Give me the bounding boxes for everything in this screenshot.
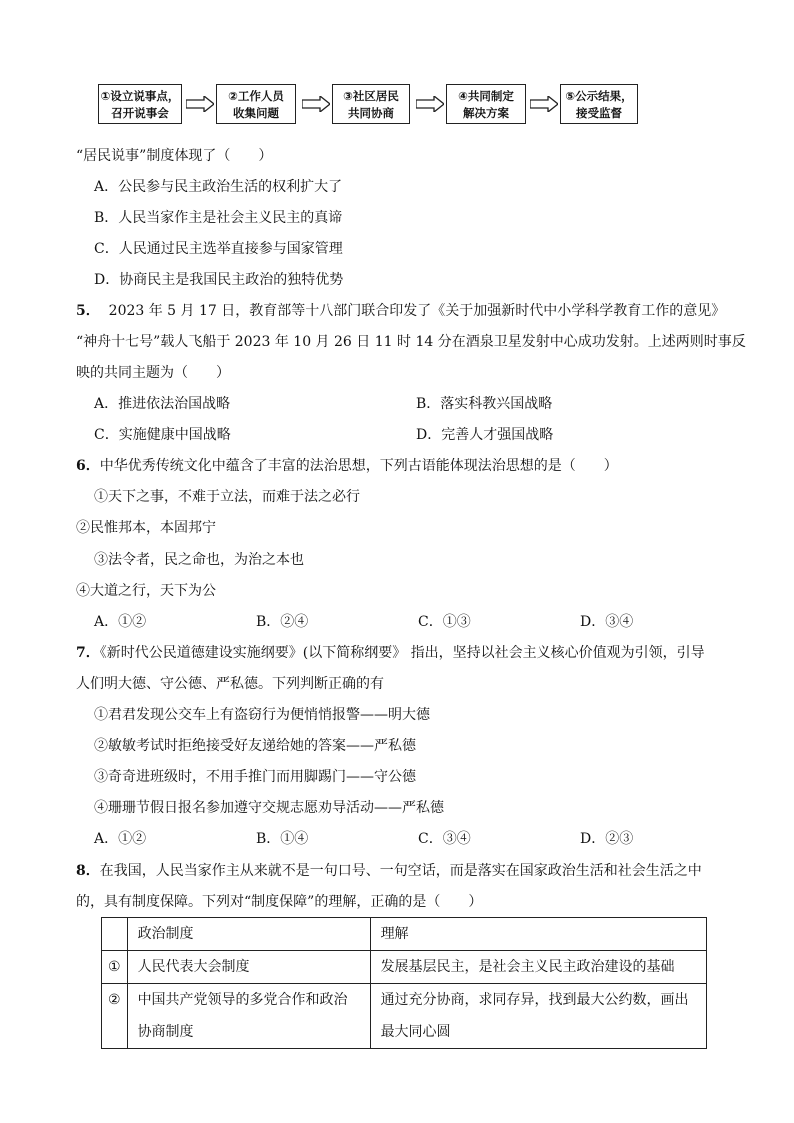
flow-arrow-icon [186, 96, 214, 112]
q4-option-c: C．人民通过民主选举直接参与国家管理 [94, 241, 343, 257]
q5-number: 5． [76, 303, 100, 319]
q5-line-1 [76, 301, 725, 321]
q5-option-c: C．实施健康中国战略 [94, 427, 231, 443]
q4-option-d: D．协商民主是我国民主政治的独特优势 [94, 272, 344, 288]
table-cell-meaning: 发展基层民主，是社会主义民主政治建设的基础 [370, 951, 706, 984]
flow-step-1: ①设立说事点， 召开说事会 [98, 84, 182, 124]
q7-text-1: 《新时代公民道德建设实施纲要》(以下简称纲要》 指出，坚持以社会主义核心价值观为引领，引导 [99, 645, 705, 661]
table-cell-num: ② [102, 984, 128, 1049]
q8-table [101, 917, 707, 1049]
q5-line-2: “神舟十七号”载人飞船于 2023 年 10 月 26 日 11 时 14 分在酒泉卫星发射中心成功发射。上述两则时事反 [76, 334, 746, 350]
q7-option-c: C．③④ [418, 831, 471, 847]
q4-stem: “居民说事”制度体现了（ ） [76, 148, 273, 164]
table-cell-meaning: 通过充分协商，求同存异，找到最大公约数，画出最大同心圆 [370, 984, 706, 1049]
table-cell-num: ① [102, 951, 128, 984]
q5-option-d: D．完善人才强国战略 [416, 427, 554, 443]
q7-item-1: ①君君发现公交车上有盗窃行为便悄悄报警——明大德 [94, 707, 430, 723]
q7-option-a: A．①② [94, 831, 147, 847]
q7-item-2: ②敏敏考试时拒绝接受好友递给她的答案——严私德 [94, 738, 416, 754]
q5-line-3: 映的共同主题为（ ） [76, 365, 230, 381]
q6-item-1: ①天下之事，不难于立法，而难于法之必行 [94, 489, 360, 505]
table-row [102, 951, 707, 984]
q7-number: 7． [76, 645, 100, 661]
table-cell-system: 中国共产党领导的多党合作和政治协商制度 [127, 984, 370, 1049]
flow-step-5: ⑤公示结果， 接受监督 [560, 84, 638, 124]
q5-text-1: 2023 年 5 月 17 日，教育部等十八部门联合印发了《关于加强新时代中小学科学教育工作的意见》 [108, 303, 726, 319]
q5-option-a: A．推进依法治国战略 [94, 396, 231, 412]
q8-text-1: 在我国，人民当家作主从来就不是一句口号、一句空话，而是落实在国家政治生活和社会生活之中 [99, 863, 702, 879]
flow-step-2: ②工作人员 收集问题 [216, 84, 296, 124]
q7-line-1 [76, 643, 705, 663]
q8-number: 8． [76, 863, 100, 879]
q7-option-d: D．②③ [580, 831, 634, 847]
q4-option-a: A．公民参与民主政治生活的权利扩大了 [94, 179, 343, 195]
table-header-cell [102, 918, 128, 951]
q4-option-b: B．人民当家作主是社会主义民主的真谛 [94, 210, 343, 226]
table-header-cell: 政治制度 [127, 918, 370, 951]
table-header-cell: 理解 [370, 918, 706, 951]
flow-chart [98, 84, 638, 128]
flow-arrow-icon [302, 96, 330, 112]
q8-line-1 [76, 861, 702, 881]
q6-option-b: B．②④ [256, 614, 309, 630]
q6-item-3: ③法令者，民之命也，为治之本也 [94, 552, 304, 568]
table-row [102, 984, 707, 1049]
q7-item-4: ④珊珊节假日报名参加遵守交规志愿劝导活动——严私德 [94, 800, 444, 816]
q6-stem: 中华优秀传统文化中蕴含了丰富的法治思想，下列古语能体现法治思想的是（ ） [99, 458, 618, 474]
table-header-row [102, 918, 707, 951]
flow-arrow-icon [416, 96, 444, 112]
flow-step-3: ③社区居民 共同协商 [332, 84, 410, 124]
q6-stem-line [76, 456, 618, 476]
q6-item-4: ④大道之行，天下为公 [76, 583, 216, 599]
flow-arrow-icon [530, 96, 558, 112]
flow-step-4: ④共同制定 解决方案 [446, 84, 526, 124]
q7-line-2: 人们明大德、守公德、严私德。下列判断正确的有 [76, 676, 384, 692]
q6-option-a: A．①② [94, 614, 147, 630]
q7-item-3: ③奇奇进班级时，不用手推门而用脚踢门——守公德 [94, 769, 416, 785]
q6-option-d: D．③④ [580, 614, 634, 630]
q6-item-2: ②民惟邦本，本固邦宁 [76, 520, 216, 536]
q6-option-c: C．①③ [418, 614, 471, 630]
q5-option-b: B．落实科教兴国战略 [416, 396, 553, 412]
table-cell-system: 人民代表大会制度 [127, 951, 370, 984]
q6-number: 6． [76, 458, 100, 474]
q8-line-2: 的，具有制度保障。下列对“制度保障”的理解，正确的是（ ） [76, 894, 483, 910]
q7-option-b: B．①④ [256, 831, 309, 847]
